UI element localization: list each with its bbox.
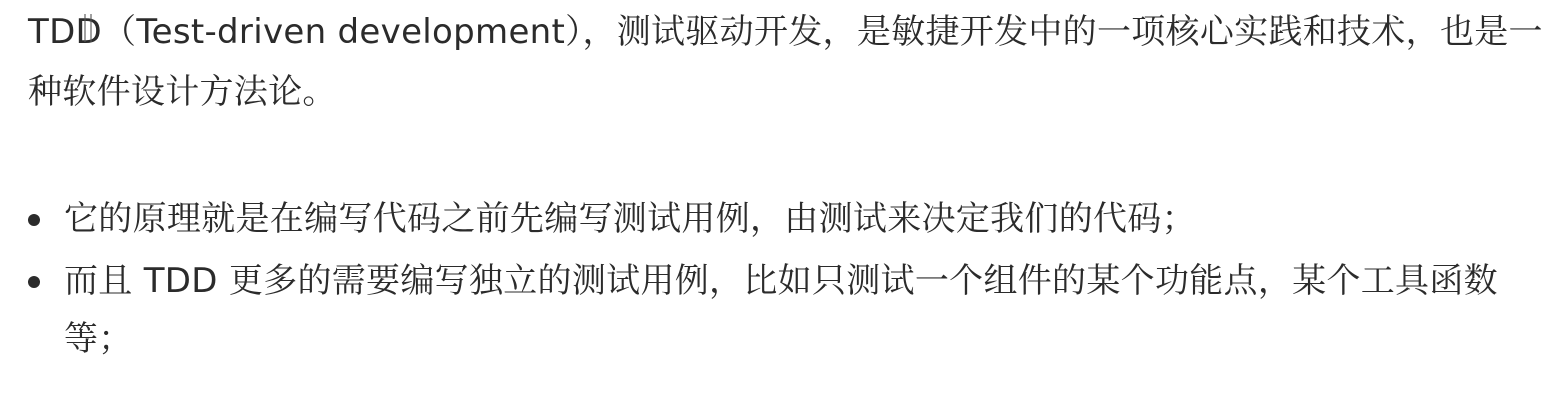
list-item-text: 而且 TDD 更多的需要编写独立的测试用例，比如只测试一个组件的某个功能点，某个工具函数等；: [64, 261, 1498, 359]
intro-paragraph: TDD（Test-driven development），测试驱动开发，是敏捷开发中的一项核心实践和技术，也是一种软件设计方法论。: [28, 12, 1543, 112]
list-item: [0, 190, 1564, 248]
list-item-text: 它的原理就是在编写代码之前先编写测试用例，由测试来决定我们的代码；: [64, 199, 1196, 239]
text-cursor-icon: [84, 14, 92, 42]
bullet-dot-icon: [28, 214, 40, 226]
bullet-list: [0, 190, 1564, 372]
list-item: [0, 252, 1564, 368]
bullet-dot-icon: [28, 276, 40, 288]
